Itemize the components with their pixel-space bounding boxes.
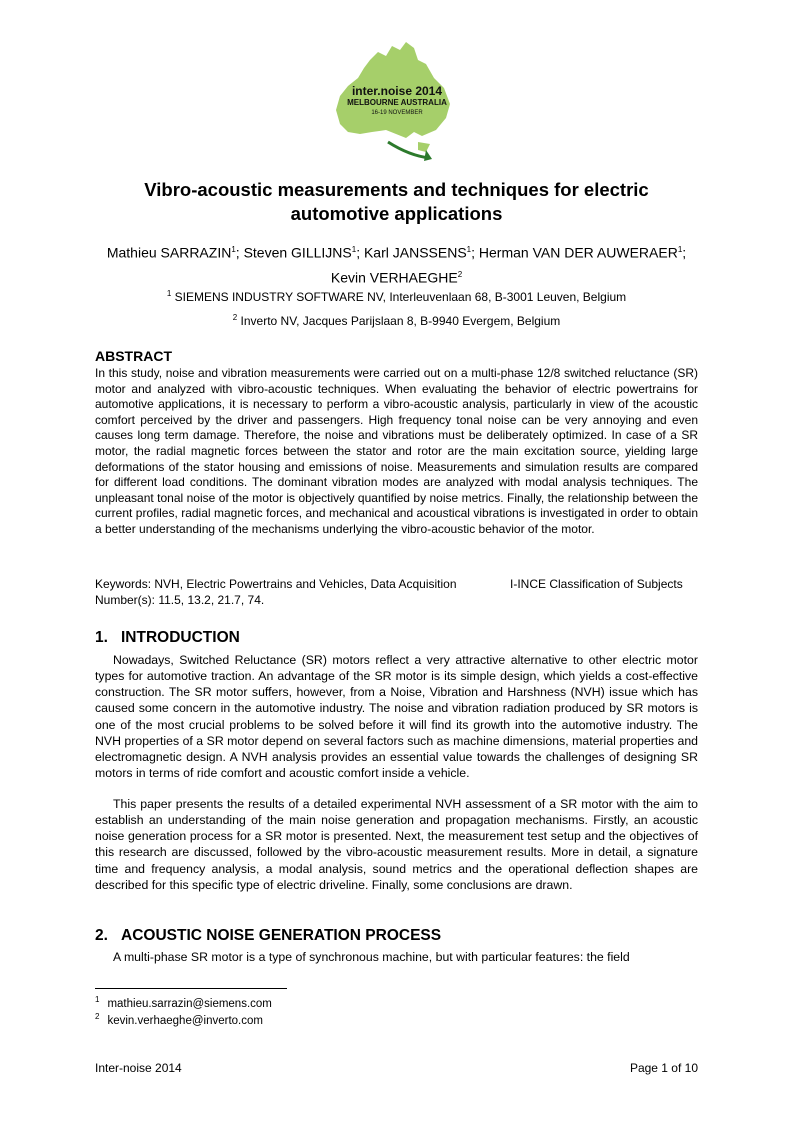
affiliation-number: 1 (166, 289, 172, 298)
author-separator: ; (235, 244, 244, 261)
footer-left: Inter-noise 2014 (95, 1061, 182, 1075)
affiliation-text: Inverto NV, Jacques Parijslaan 8, B-9940 Evergem, Belgium (240, 314, 561, 328)
keywords (95, 577, 698, 608)
footnote-number: 2 (95, 1012, 100, 1021)
section-1-paragraph-1: Nowadays, Switched Reluctance (SR) motors reflect a very attractive alternative to other electric motor types for automotive traction. An advantage of the SR motor is its simple design, which yields a cost-effective construction. The SR motor suffers, however, from a Noise, Vibration and Harshness (NVH) issue which has caused some concern in the automotive industry. The noise and vibration radiation produced by SR motors is one of the most crucial problems to be solved before it will find its growth into the automotive industry. The NVH properties of a SR motor depend on several factors such as machine dimensions, material properties and electromagnetic design. A NVH analysis provides an essential value towards the challenges of designing SR motors in terms of ride comfort and acoustic comfort inside a vehicle. (95, 653, 698, 781)
author-separator: ; (682, 244, 687, 261)
section-title: ACOUSTIC NOISE GENERATION PROCESS (121, 927, 442, 944)
footnote-text: mathieu.sarrazin@siemens.com (107, 997, 272, 1010)
logo-line-3: 16-19 NOVEMBER (371, 110, 423, 116)
logo-text (326, 86, 468, 119)
keywords-line-2: Number(s): 11.5, 13.2, 21.7, 74. (95, 592, 265, 607)
affiliation-number: 2 (232, 313, 238, 322)
affiliation-1 (60, 289, 733, 304)
author-name: Mathieu SARRAZIN (106, 244, 232, 261)
section-1-heading (95, 629, 240, 647)
abstract-heading: ABSTRACT (95, 348, 172, 364)
footnote-text: kevin.verhaeghe@inverto.com (107, 1014, 263, 1027)
paper-title (60, 178, 733, 226)
section-1-paragraph-2: This paper presents the results of a detailed experimental NVH assessment of a SR motor with the aim to establish an understanding of the main noise generation and propagation mechanisms. Firstly, an acoustic noise generation process for a SR motor is presented. Next, the measurement test setup and the objectives of this research are discussed, followed by the vibro-acoustic measurement results. More in detail, a signature time and frequency analysis, a modal analysis, sound metrics and the operational deflection shapes are described for this specific type of electric driveline. Finally, some conclusions are drawn. (95, 797, 698, 892)
section-title: INTRODUCTION (121, 629, 240, 646)
section-number: 2. (95, 927, 108, 944)
footnote-rule (95, 988, 287, 989)
section-2-paragraph-1: A multi-phase SR motor is a type of synchronous machine, but with particular features: the field (113, 950, 630, 964)
conference-logo (326, 38, 468, 166)
author-line-1 (60, 239, 733, 264)
affiliation-text: SIEMENS INDUSTRY SOFTWARE NV, Interleuvenlaan 68, B-3001 Leuven, Belgium (174, 290, 627, 304)
affiliation-2 (60, 313, 733, 328)
logo-line-2: MELBOURNE AUSTRALIA (347, 98, 447, 107)
author-line-2 (60, 264, 733, 289)
author-separator: ; (356, 244, 364, 261)
logo-line-1: inter.noise 2014 (351, 84, 443, 98)
author-name: Herman VAN DER AUWERAER (478, 244, 678, 261)
author-affiliation-mark: 1 (351, 245, 357, 254)
author-name: Kevin VERHAEGHE (330, 269, 458, 286)
footnote-2 (95, 1012, 263, 1027)
footnote-1 (95, 995, 272, 1010)
author-separator: ; (471, 244, 479, 261)
section-number: 1. (95, 629, 108, 646)
author-affiliation-mark: 2 (457, 269, 463, 279)
author-affiliation-mark: 1 (231, 245, 236, 254)
author-name: Steven GILLIJNS (243, 244, 352, 261)
footer-page-number: Page 1 of 10 (629, 1061, 698, 1075)
author-name: Karl JANSSENS (363, 244, 467, 261)
author-list (60, 239, 733, 288)
keywords-right: I-INCE Classification of Subjects (510, 577, 683, 591)
author-affiliation-mark: 1 (677, 245, 683, 254)
keywords-left: Keywords: NVH, Electric Powertrains and Vehicles, Data Acquisition (95, 577, 457, 591)
title-line-2: automotive applications (290, 203, 503, 224)
abstract-text: In this study, noise and vibration measurements were carried out on a multi-phase 12/8 switched reluctance (SR) motor and analyzed with vibro-acoustic techniques. When evaluating the behavior of electric powertrains for automotive applications, it is necessary to perform a vibro-acoustic analysis, particularly in view of the acoustic comfort perceived by the driver and passengers. High frequency tonal noise can be very annoying and even causes long term damage. Therefore, the noise and vibrations must be deliberately optimized. In case of a SR motor, the radial magnetic forces between the stator and rotor are the main excitation source, yielding large deformations of the stator housing and emissions of noise. Measurements and simulation results are compared for different load conditions. The dominant vibration modes are analyzed with modal analysis techniques. The unpleasant tonal noise of the motor is objectively quantified by noise metrics. Finally, the relationship between the current profiles, radial magnetic forces, and mechanical and acoustical vibrations is investigated in order to obtain a better understanding of the mechanisms underlying the vibro-acoustic behavior of the motor. (95, 366, 698, 536)
section-2-heading (95, 927, 441, 945)
title-line-1: Vibro-acoustic measurements and techniques for electric (144, 179, 649, 200)
author-affiliation-mark: 1 (466, 245, 472, 254)
footnote-number: 1 (95, 995, 100, 1004)
